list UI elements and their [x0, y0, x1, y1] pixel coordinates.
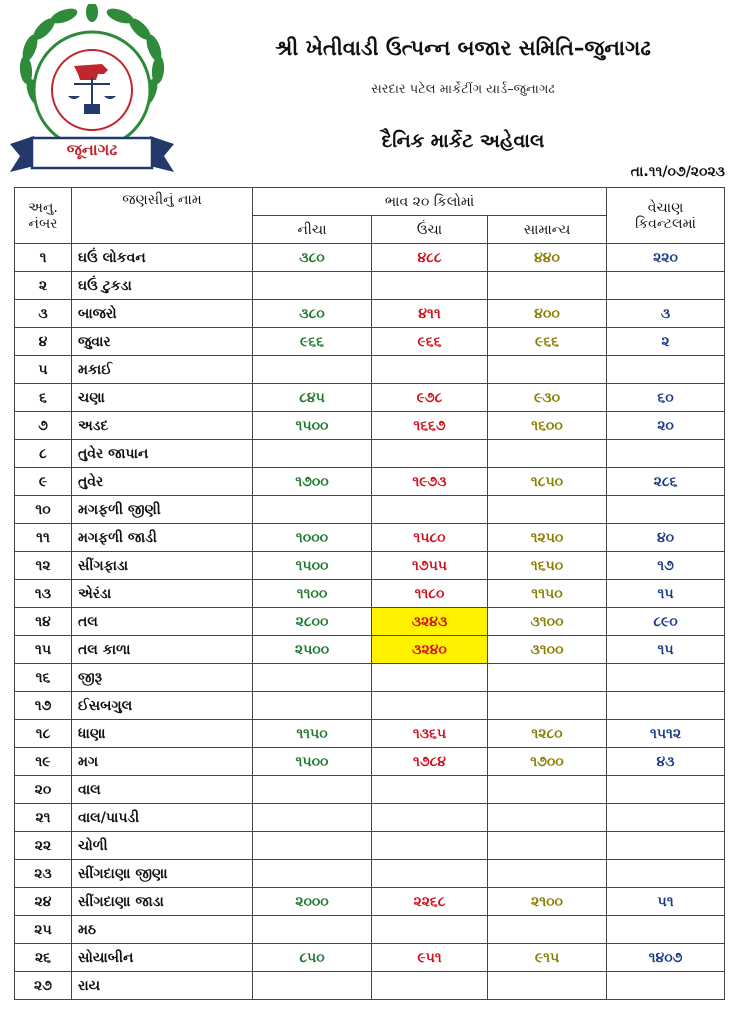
header-quantity — [607, 188, 725, 244]
table-row — [15, 356, 725, 384]
quantity-cell: ૨૦ — [607, 412, 725, 440]
quantity-cell — [607, 440, 725, 468]
low-price-cell: ૩૮૦ — [253, 244, 372, 272]
commodity-name-cell: ચણા — [72, 384, 253, 412]
low-price-cell — [253, 860, 372, 888]
low-price-cell — [253, 356, 372, 384]
header-avg-price: સામાન્ય — [488, 216, 607, 244]
commodity-name-cell: ઈસબગુલ — [72, 692, 253, 720]
low-price-cell — [253, 664, 372, 692]
page-subtitle: સરદાર પટેલ માર્કેટીંગ યાર્ડ–જુનાગઢ — [371, 82, 555, 97]
table-row — [15, 552, 725, 580]
table-row — [15, 636, 725, 664]
serial-number-cell: ૧ — [15, 244, 72, 272]
high-price-cell: ૧૫૮૦ — [372, 524, 488, 552]
serial-number-cell: ૨૩ — [15, 860, 72, 888]
quantity-cell: ૧૫ — [607, 636, 725, 664]
quantity-cell: ૨૮૬ — [607, 468, 725, 496]
low-price-cell: ૧૦૦૦ — [253, 524, 372, 552]
table-row — [15, 440, 725, 468]
quantity-cell: ૧૭ — [607, 552, 725, 580]
avg-price-cell: ૯૩૦ — [488, 384, 607, 412]
serial-number-cell: ૩ — [15, 300, 72, 328]
commodity-name-cell: સીંગફાડા — [72, 552, 253, 580]
avg-price-cell: ૯૧૫ — [488, 944, 607, 972]
header-serial-line2: નંબર — [28, 215, 58, 232]
low-price-cell — [253, 972, 372, 1000]
table-row — [15, 496, 725, 524]
commodity-name-cell: જુવાર — [72, 328, 253, 356]
low-price-cell — [253, 776, 372, 804]
table-row — [15, 468, 725, 496]
avg-price-cell: ૧૮૫૦ — [488, 468, 607, 496]
serial-number-cell: ૧૮ — [15, 720, 72, 748]
high-price-cell: ૧૭૮૪ — [372, 748, 488, 776]
low-price-cell — [253, 692, 372, 720]
table-row — [15, 832, 725, 860]
high-price-cell: ૧૬૬૭ — [372, 412, 488, 440]
table-row — [15, 944, 725, 972]
high-price-cell — [372, 832, 488, 860]
avg-price-cell: ૯૬૬ — [488, 328, 607, 356]
commodity-name-cell: ઘઉં લોકવન — [72, 244, 253, 272]
commodity-name-cell: તુવેર — [72, 468, 253, 496]
low-price-cell — [253, 440, 372, 468]
avg-price-cell: ૧૬૦૦ — [488, 412, 607, 440]
high-price-cell — [372, 356, 488, 384]
avg-price-cell: ૪૪૦ — [488, 244, 607, 272]
high-price-cell — [372, 692, 488, 720]
avg-price-cell: ૩૧૦૦ — [488, 636, 607, 664]
serial-number-cell: ૬ — [15, 384, 72, 412]
low-price-cell: ૧૭૦૦ — [253, 468, 372, 496]
header-quantity-line2: કિવન્ટલમાં — [635, 215, 696, 232]
avg-price-cell: ૧૬૫૦ — [488, 552, 607, 580]
avg-price-cell: ૩૧૦૦ — [488, 608, 607, 636]
commodity-name-cell: રાય — [72, 972, 253, 1000]
quantity-cell — [607, 692, 725, 720]
avg-price-cell: ૪૦૦ — [488, 300, 607, 328]
quantity-cell: ૨ — [607, 328, 725, 356]
commodity-name-cell: સીંગદાણા જાડા — [72, 888, 253, 916]
table-row — [15, 720, 725, 748]
low-price-cell: ૧૫૦૦ — [253, 552, 372, 580]
avg-price-cell — [488, 664, 607, 692]
high-price-cell: ૨૨૬૮ — [372, 888, 488, 916]
report-date: તા.૧૧/૦૭/૨૦૨૩ — [630, 164, 725, 180]
table-row — [15, 692, 725, 720]
high-price-cell — [372, 776, 488, 804]
table-row — [15, 888, 725, 916]
header-high-price: ઉંચા — [372, 216, 488, 244]
low-price-cell: ૧૫૦૦ — [253, 412, 372, 440]
logo-city-label: જૂનાગઢ — [66, 140, 118, 159]
high-price-cell — [372, 804, 488, 832]
high-price-cell: ૯૫૧ — [372, 944, 488, 972]
quantity-cell — [607, 972, 725, 1000]
serial-number-cell: ૧૯ — [15, 748, 72, 776]
serial-number-cell: ૧૩ — [15, 580, 72, 608]
table-row — [15, 748, 725, 776]
avg-price-cell — [488, 832, 607, 860]
header-serial-number — [15, 188, 72, 244]
avg-price-cell — [488, 692, 607, 720]
low-price-cell: ૨૦૦૦ — [253, 888, 372, 916]
high-price-cell — [372, 860, 488, 888]
table-row — [15, 524, 725, 552]
quantity-cell — [607, 664, 725, 692]
serial-number-cell: ૭ — [15, 412, 72, 440]
report-title: દૈનિક માર્કેટ અહેવાલ — [381, 130, 545, 152]
header-serial-line1: અનુ. — [28, 199, 58, 216]
quantity-cell — [607, 832, 725, 860]
low-price-cell: ૩૮૦ — [253, 300, 372, 328]
low-price-cell — [253, 496, 372, 524]
high-price-cell: ૧૭૫૫ — [372, 552, 488, 580]
serial-number-cell: ૨૦ — [15, 776, 72, 804]
avg-price-cell — [488, 496, 607, 524]
serial-number-cell: ૧૬ — [15, 664, 72, 692]
quantity-cell: ૪૩ — [607, 748, 725, 776]
avg-price-cell: ૧૨૮૦ — [488, 720, 607, 748]
low-price-cell: ૯૬૬ — [253, 328, 372, 356]
low-price-cell — [253, 916, 372, 944]
high-price-cell: ૧૩૬૫ — [372, 720, 488, 748]
commodity-name-cell: તુવેર જાપાન — [72, 440, 253, 468]
avg-price-cell — [488, 860, 607, 888]
commodity-name-cell: તલ — [72, 608, 253, 636]
serial-number-cell: ૮ — [15, 440, 72, 468]
serial-number-cell: ૫ — [15, 356, 72, 384]
table-row — [15, 972, 725, 1000]
quantity-cell — [607, 804, 725, 832]
table-row — [15, 244, 725, 272]
high-price-cell — [372, 916, 488, 944]
avg-price-cell: ૧૧૫૦ — [488, 580, 607, 608]
table-row — [15, 608, 725, 636]
quantity-cell: ૬૦ — [607, 384, 725, 412]
table-row — [15, 412, 725, 440]
quantity-cell: ૨૨૦ — [607, 244, 725, 272]
serial-number-cell: ૧૭ — [15, 692, 72, 720]
serial-number-cell: ૨ — [15, 272, 72, 300]
quantity-cell — [607, 860, 725, 888]
serial-number-cell: ૧૨ — [15, 552, 72, 580]
header-commodity-name: જણસીનું નામ — [72, 188, 253, 244]
avg-price-cell — [488, 356, 607, 384]
high-price-cell: ૧૯૭૩ — [372, 468, 488, 496]
commodity-name-cell: બાજરો — [72, 300, 253, 328]
avg-price-cell: ૧૭૦૦ — [488, 748, 607, 776]
page-title: શ્રી ખેતીવાડી ઉત્પન્ન બજાર સમિતિ–જુનાગઢ — [275, 36, 651, 60]
commodity-name-cell: તલ કાળા — [72, 636, 253, 664]
serial-number-cell: ૧૧ — [15, 524, 72, 552]
table-row — [15, 384, 725, 412]
low-price-cell — [253, 804, 372, 832]
avg-price-cell — [488, 916, 607, 944]
commodity-name-cell: મગફળી જાડી — [72, 524, 253, 552]
commodity-name-cell: ચોળી — [72, 832, 253, 860]
high-price-cell — [372, 496, 488, 524]
high-price-cell — [372, 272, 488, 300]
low-price-cell: ૨૫૦૦ — [253, 636, 372, 664]
commodity-name-cell: મગફળી જીણી — [72, 496, 253, 524]
commodity-name-cell: અડદ — [72, 412, 253, 440]
low-price-cell: ૧૧૫૦ — [253, 720, 372, 748]
quantity-cell: ૩ — [607, 300, 725, 328]
high-price-cell: ૧૧૮૦ — [372, 580, 488, 608]
high-price-cell: ૯૬૬ — [372, 328, 488, 356]
high-price-cell: ૪૧૧ — [372, 300, 488, 328]
table-row — [15, 916, 725, 944]
low-price-cell: ૧૫૦૦ — [253, 748, 372, 776]
serial-number-cell: ૨૫ — [15, 916, 72, 944]
low-price-cell: ૮૪૫ — [253, 384, 372, 412]
high-price-cell: ૪૮૮ — [372, 244, 488, 272]
commodity-name-cell: જીરૂ — [72, 664, 253, 692]
quantity-cell — [607, 776, 725, 804]
serial-number-cell: ૧૫ — [15, 636, 72, 664]
table-row — [15, 776, 725, 804]
market-price-table — [14, 187, 725, 1000]
table-row — [15, 664, 725, 692]
serial-number-cell: ૨૪ — [15, 888, 72, 916]
low-price-cell: ૧૧૦૦ — [253, 580, 372, 608]
commodity-name-cell: વાલ/પાપડી — [72, 804, 253, 832]
serial-number-cell: ૪ — [15, 328, 72, 356]
quantity-cell: ૧૫૧૨ — [607, 720, 725, 748]
quantity-cell: ૧૫ — [607, 580, 725, 608]
high-price-cell: ૩૨૪૩ — [372, 608, 488, 636]
low-price-cell — [253, 832, 372, 860]
commodity-name-cell: ધાણા — [72, 720, 253, 748]
avg-price-cell — [488, 804, 607, 832]
quantity-cell — [607, 272, 725, 300]
table-row — [15, 804, 725, 832]
commodity-name-cell: ઘઉં ટુકડા — [72, 272, 253, 300]
header-price-group: ભાવ ૨૦ કિલોમાં — [253, 188, 607, 216]
avg-price-cell — [488, 972, 607, 1000]
commodity-name-cell: મગ — [72, 748, 253, 776]
high-price-cell — [372, 664, 488, 692]
table-row — [15, 580, 725, 608]
low-price-cell: ૨૮૦૦ — [253, 608, 372, 636]
serial-number-cell: ૧૦ — [15, 496, 72, 524]
quantity-cell: ૧૪૦૭ — [607, 944, 725, 972]
header-low-price: નીચા — [253, 216, 372, 244]
serial-number-cell: ૨૬ — [15, 944, 72, 972]
commodity-name-cell: વાલ — [72, 776, 253, 804]
header-quantity-line1: વેચાણ — [647, 199, 684, 216]
table-row — [15, 328, 725, 356]
avg-price-cell — [488, 776, 607, 804]
serial-number-cell: ૯ — [15, 468, 72, 496]
quantity-cell: ૪૦ — [607, 524, 725, 552]
serial-number-cell: ૨૭ — [15, 972, 72, 1000]
quantity-cell — [607, 356, 725, 384]
table-row — [15, 860, 725, 888]
quantity-cell: ૫૧ — [607, 888, 725, 916]
table-row — [15, 272, 725, 300]
commodity-name-cell: મઠ — [72, 916, 253, 944]
high-price-cell — [372, 440, 488, 468]
high-price-cell: ૯૭૮ — [372, 384, 488, 412]
avg-price-cell: ૨૧૦૦ — [488, 888, 607, 916]
low-price-cell — [253, 272, 372, 300]
serial-number-cell: ૨૨ — [15, 832, 72, 860]
commodity-name-cell: એરંડા — [72, 580, 253, 608]
avg-price-cell: ૧૨૫૦ — [488, 524, 607, 552]
page-header — [0, 0, 739, 190]
quantity-cell: ૮૯૦ — [607, 608, 725, 636]
table-row — [15, 300, 725, 328]
avg-price-cell — [488, 440, 607, 468]
avg-price-cell — [488, 272, 607, 300]
serial-number-cell: ૨૧ — [15, 804, 72, 832]
high-price-cell: ૩૨૪૦ — [372, 636, 488, 664]
serial-number-cell: ૧૪ — [15, 608, 72, 636]
quantity-cell — [607, 496, 725, 524]
commodity-name-cell: સીંગદાણા જીણા — [72, 860, 253, 888]
low-price-cell: ૮૫૦ — [253, 944, 372, 972]
commodity-name-cell: મકાઈ — [72, 356, 253, 384]
commodity-name-cell: સોયાબીન — [72, 944, 253, 972]
quantity-cell — [607, 916, 725, 944]
high-price-cell — [372, 972, 488, 1000]
